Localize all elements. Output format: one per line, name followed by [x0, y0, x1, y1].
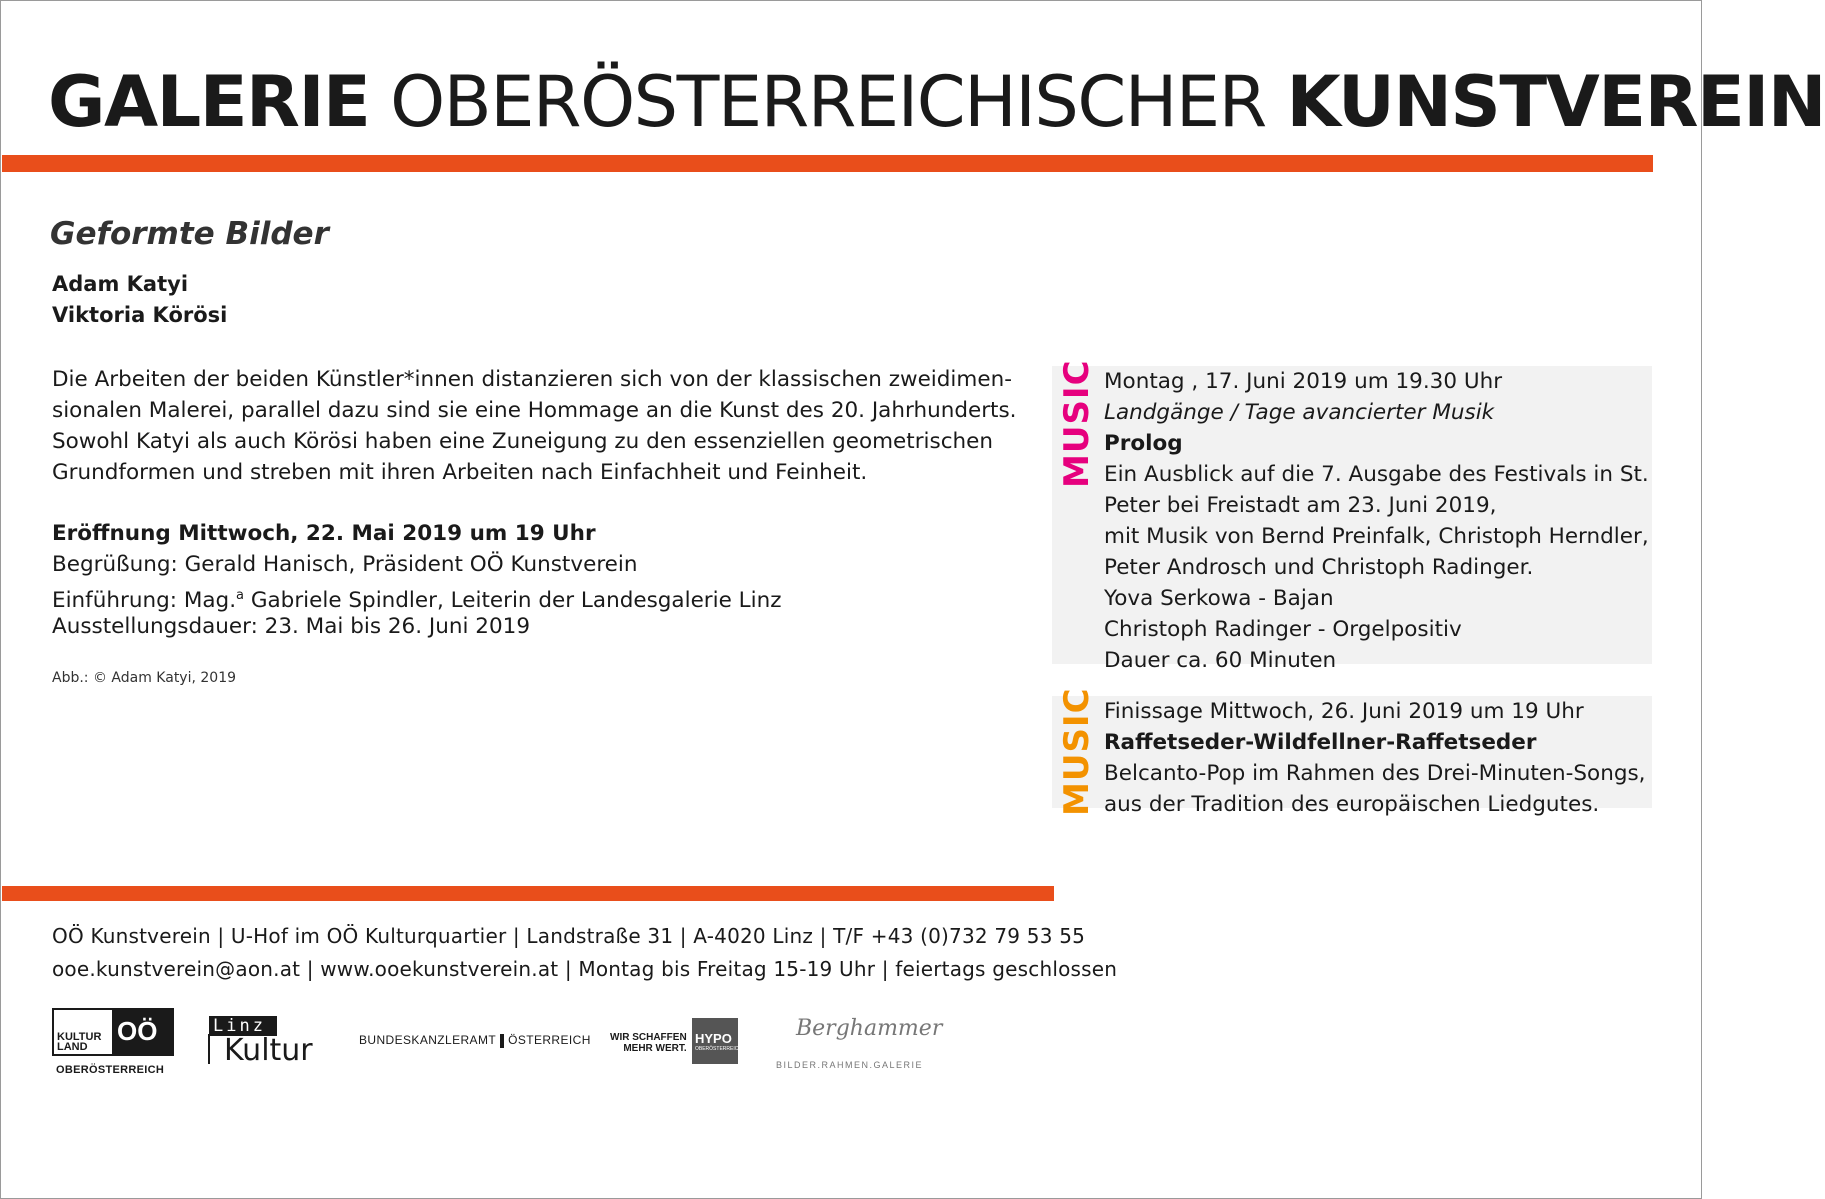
hypo-logo [692, 1018, 742, 1064]
artist-name: Adam Katyi [52, 272, 189, 296]
bka-left: BUNDESKANZLERAMT [359, 1033, 497, 1047]
description-line: Sowohl Katyi als auch Körösi haben eine Zuneigung zu den essenziellen geometrischen [52, 429, 994, 454]
event-details [1104, 366, 1649, 676]
event-prolog [1052, 359, 1652, 673]
kulturland-sub: OBERÖSTERREICH [56, 1064, 165, 1076]
event-text: Peter bei Freistadt am 23. Juni 2019, [1104, 493, 1497, 518]
event-text: Yova Serkowa - Bajan [1104, 586, 1334, 611]
linz-logo-bar [208, 1034, 210, 1064]
artist-name: Viktoria Körösi [52, 303, 228, 327]
description-line: Die Arbeiten der beiden Künstler*innen distanzieren sich von der klassischen zweidimen- [52, 367, 1012, 392]
bka-logo [359, 1033, 591, 1048]
event-series: Landgänge / Tage avancierter Musik [1104, 400, 1495, 425]
page-title [48, 58, 1825, 146]
opening-info: Eröffnung Mittwoch, 22. Mai 2019 um 19 Uhr [52, 521, 596, 546]
header-divider [2, 155, 1653, 172]
title-galerie: GALERIE [48, 61, 370, 143]
exhibition-title: Geformte Bilder [50, 216, 329, 252]
event-date: Finissage Mittwoch, 26. Juni 2019 um 19 Uhr [1104, 699, 1584, 724]
image-credit: Abb.: © Adam Katyi, 2019 [52, 670, 237, 686]
music-label: MUSIC [1057, 359, 1097, 489]
description-line: sionalen Malerei, parallel dazu sind sie eine Hommage an die Kunst des 20. Jahrhunderts. [52, 398, 1017, 423]
hypo-brand: HYPO [695, 1031, 732, 1046]
linz-logo-bottom: Kultur [224, 1033, 313, 1068]
event-text: Dauer ca. 60 Minuten [1104, 648, 1337, 673]
bka-right: ÖSTERREICH [508, 1033, 591, 1047]
event-text: Belcanto-Pop im Rahmen des Drei-Minuten-Songs, [1104, 761, 1646, 786]
berghammer-sub: BILDER.RAHMEN.GALERIE [776, 1060, 924, 1070]
berghammer-logo: Berghammer [796, 1016, 943, 1041]
linz-logo-top: Linz [209, 1016, 277, 1036]
title-ooe: OBERÖSTERREICHISCHER [369, 61, 1287, 143]
description-line: Grundformen und streben mit ihren Arbeiten nach Einfachheit und Feinheit. [52, 460, 868, 485]
kulturland-oo: OÖ [117, 1016, 158, 1046]
event-text: mit Musik von Bernd Preinfalk, Christoph Herndler, [1104, 524, 1649, 549]
event-title: Prolog [1104, 431, 1183, 456]
event-date: Montag , 17. Juni 2019 um 19.30 Uhr [1104, 369, 1503, 394]
event-details [1104, 696, 1646, 820]
hypo-region: OBERÖSTERREICH [695, 1046, 742, 1052]
duration-info: Ausstellungsdauer: 23. Mai bis 26. Juni 2019 [52, 614, 531, 639]
title-kunstverein: KUNSTVEREIN [1286, 61, 1825, 143]
event-text: Ein Ausblick auf die 7. Ausgabe des Festivals in St. [1104, 462, 1649, 487]
event-finissage [1052, 687, 1652, 817]
exhibition-description [52, 364, 1017, 488]
hypo-slogan-line: WIR SCHAFFEN [610, 1032, 687, 1043]
event-text: Christoph Radinger - Orgelpositiv [1104, 617, 1462, 642]
event-title: Raffetseder-Wildfellner-Raffetseder [1104, 730, 1537, 755]
intro-prefix: Einführung: Mag. [52, 588, 237, 614]
kulturland-text: KULTUR [57, 1031, 102, 1043]
intro-suffix: Gabriele Spindler, Leiterin der Landesgalerie Linz [244, 588, 782, 614]
welcome-info: Begrüßung: Gerald Hanisch, Präsident OÖ Kunstverein [52, 552, 638, 577]
music-label: MUSIC [1057, 687, 1097, 817]
intro-sup: a [236, 588, 244, 603]
kulturland-text: LAND [57, 1041, 88, 1053]
event-text: aus der Tradition des europäischen Liedgutes. [1104, 792, 1600, 817]
footer-contact: ooe.kunstverein@aon.at | www.ooekunstverein.at | Montag bis Freitag 15-19 Uhr | feiertags geschlossen [52, 957, 1118, 981]
event-text: Peter Androsch und Christoph Radinger. [1104, 555, 1534, 580]
kulturland-logo [52, 1008, 174, 1056]
footer-address: OÖ Kunstverein | U-Hof im OÖ Kulturquartier | Landstraße 31 | A-4020 Linz | T/F +43 (0)732 79 53 55 [52, 924, 1086, 948]
hypo-slogan-line: MEHR WERT. [623, 1043, 687, 1054]
hypo-slogan [610, 1032, 687, 1054]
footer-divider [2, 886, 1054, 901]
